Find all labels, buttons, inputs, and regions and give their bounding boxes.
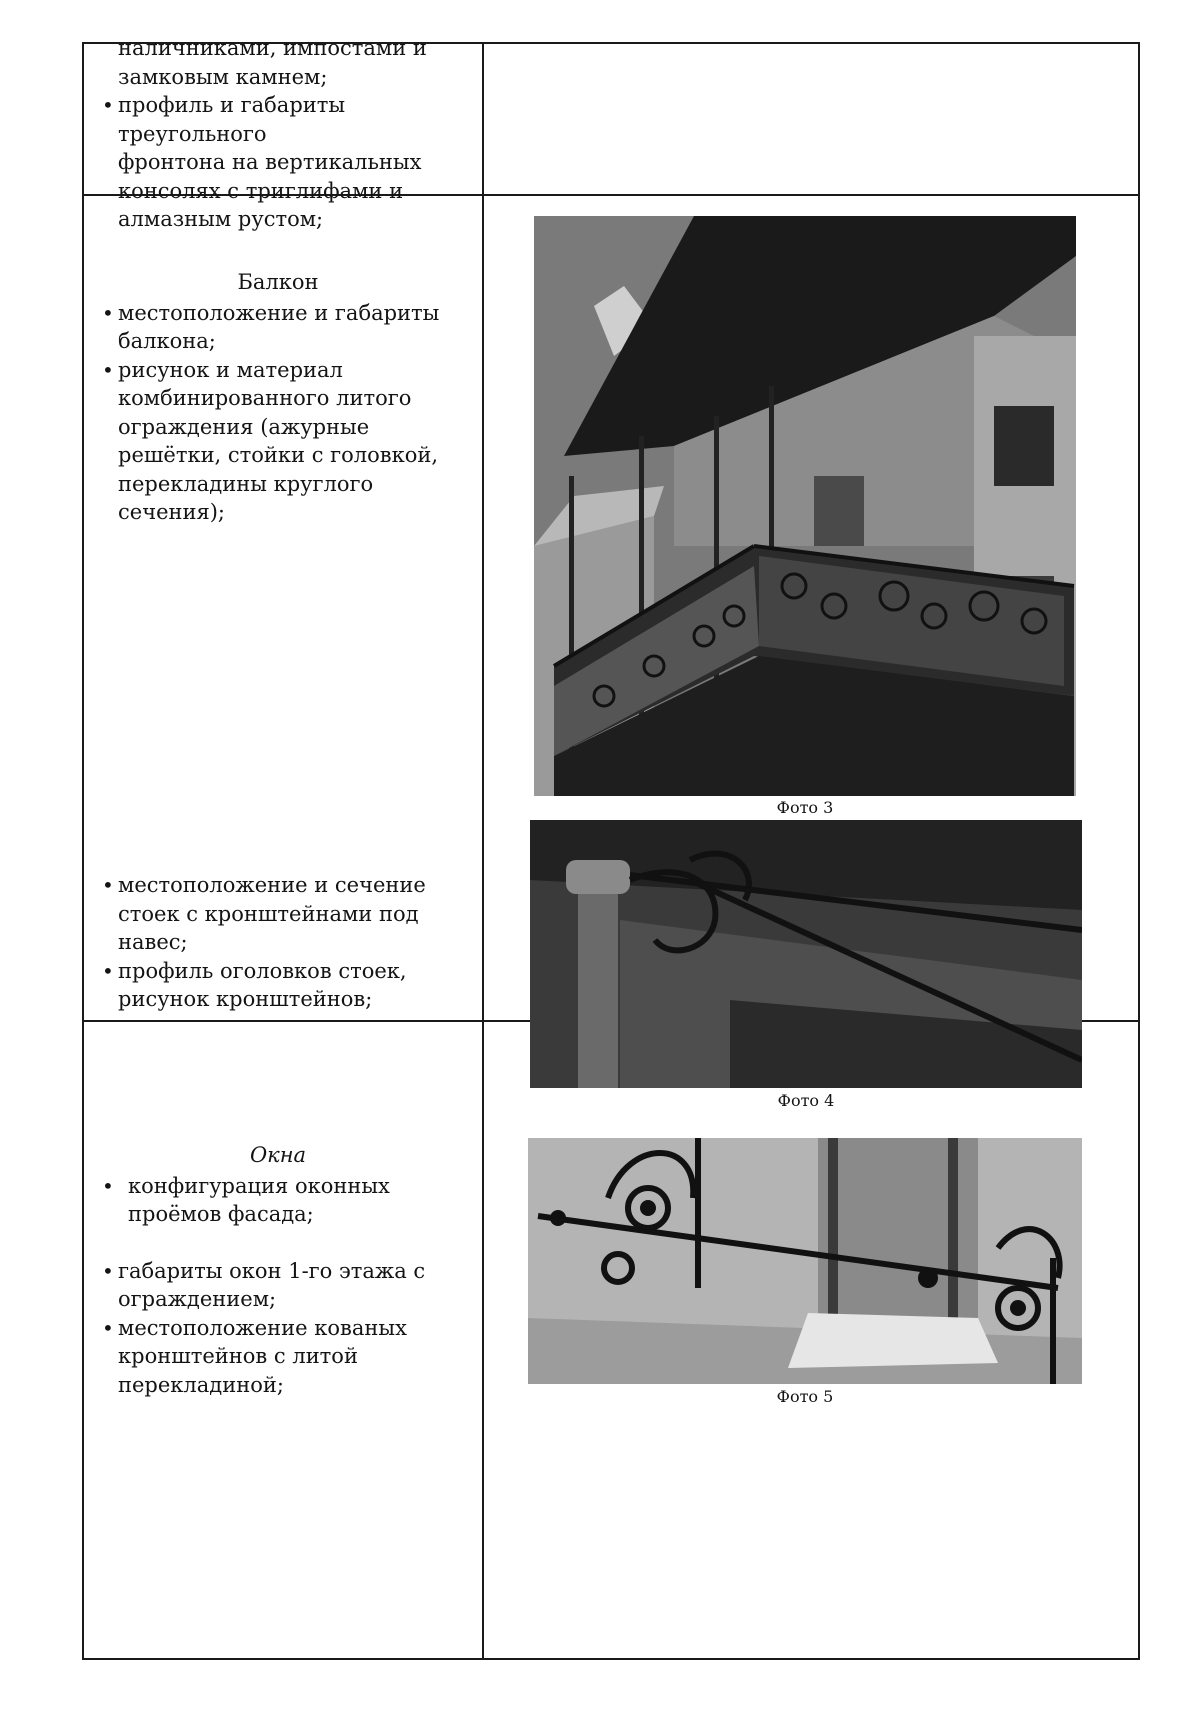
photo5-caption: Фото 5 bbox=[776, 1387, 834, 1406]
photo3-caption: Фото 3 bbox=[776, 798, 834, 817]
row1-line: консолях с триглифами и bbox=[118, 178, 404, 203]
row1-line: замковым камнем; bbox=[118, 64, 328, 89]
balcony-item: • рисунок и материал комбинированного литого ограждения (ажурные решётки, стойки с головкой, перекладины круглого сечения); bbox=[88, 356, 468, 527]
windows-item: • конфигурация оконных проёмов фасада; bbox=[88, 1172, 468, 1229]
photo-bracket bbox=[530, 820, 1082, 1088]
windows-heading: Окна bbox=[249, 1143, 307, 1167]
balcony-item: • местоположение и сечение стоек с кронштейнами под навес; bbox=[88, 871, 488, 957]
windows-text bbox=[88, 1141, 468, 1399]
photo4-caption: Фото 4 bbox=[777, 1091, 835, 1110]
windows-item: • местоположение кованых кронштейнов с литой перекладиной; bbox=[88, 1314, 468, 1400]
balcony-item: • местоположение и габариты балкона; bbox=[88, 299, 468, 356]
photo-window-brackets bbox=[528, 1138, 1082, 1384]
balcony-text bbox=[88, 268, 468, 527]
column-divider bbox=[482, 44, 484, 1658]
row1-text bbox=[88, 34, 488, 234]
windows-item: • габариты окон 1-го этажа с ограждением; bbox=[88, 1257, 468, 1314]
row1-line: фронтона на вертикальных bbox=[118, 150, 422, 174]
row1-line: наличниками, импостами и bbox=[118, 36, 427, 60]
row1-bullet-line: • профиль и габариты треугольного bbox=[88, 91, 488, 148]
balcony-heading: Балкон bbox=[237, 270, 319, 294]
photo-balcony bbox=[534, 216, 1076, 796]
balcony-text-2 bbox=[88, 871, 488, 1014]
row1-line: алмазным рустом; bbox=[118, 207, 324, 231]
balcony-item: • профиль оголовков стоек, рисунок кронштейнов; bbox=[88, 957, 488, 1014]
